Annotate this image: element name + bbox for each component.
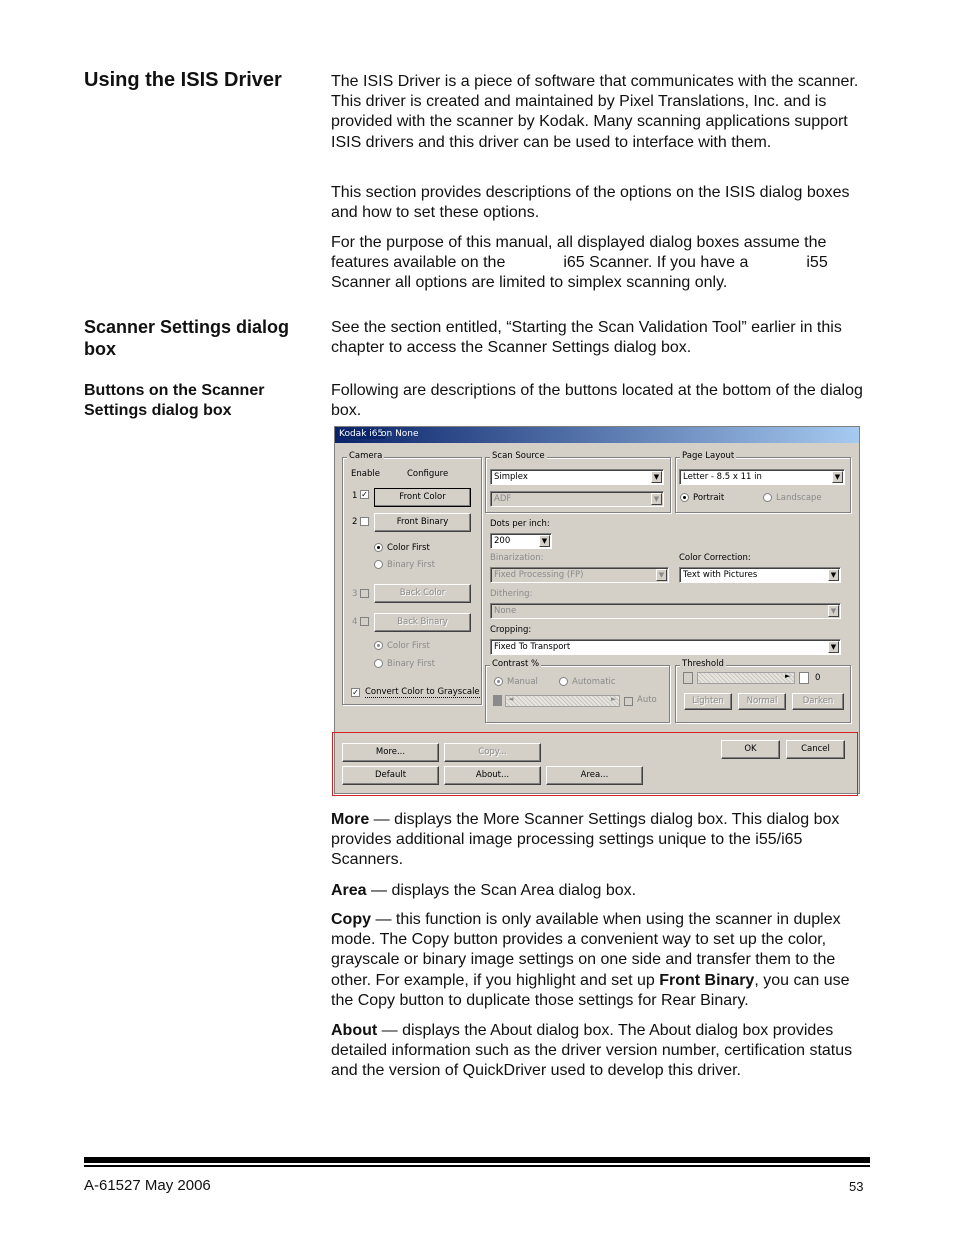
- contrast-manual-label: Manual: [507, 677, 538, 687]
- cropping-label: Cropping:: [490, 625, 532, 635]
- color-first-label: Color First: [387, 543, 430, 553]
- binarization-label: Binarization:: [490, 553, 544, 563]
- paragraph-section-overview: This section provides descriptions of the options on the ISIS dialog boxes and how to set these options.: [331, 184, 850, 222]
- paragraph-manual-purpose: [331, 233, 869, 294]
- page-layout-select[interactable]: [679, 469, 845, 485]
- binary-first-radio[interactable]: [374, 560, 383, 569]
- highlight-box: [332, 732, 858, 796]
- convert-grayscale-label: Convert Color to Grayscale: [365, 687, 480, 697]
- paragraph-scanner-settings: See the section entitled, “Starting the Scan Validation Tool” earlier in this chapter to access the Scanner Settings dialog box.: [331, 319, 842, 357]
- dialog-title-scanner: Kodak i65: [339, 429, 384, 439]
- chevron-down-icon: ▼: [651, 471, 662, 483]
- paragraph-buttons-intro: Following are descriptions of the buttons located at the bottom of the dialog box.: [331, 382, 863, 420]
- text-fragment: For the purpose of this manual, all displayed dialog boxes assume the features available on the: [331, 234, 827, 272]
- cropping-value: Fixed To Transport: [494, 642, 571, 652]
- threshold-slider-thumb[interactable]: [683, 672, 693, 684]
- contrast-manual-radio[interactable]: [494, 677, 503, 686]
- camera-1-checkbox[interactable]: ✓: [361, 490, 368, 499]
- text-fragment: i65 Scanner. If you have a: [563, 254, 749, 272]
- about-button[interactable]: About...: [444, 766, 541, 785]
- text-fragment: i55 Scanner all options are limited to simplex scanning only.: [331, 254, 828, 292]
- contrast-group-label: Contrast %: [492, 659, 540, 669]
- portrait-label: Portrait: [693, 493, 725, 503]
- front-color-button[interactable]: Front Color: [374, 488, 471, 507]
- text-fragment: , you can use the Copy button to duplicate those settings for Rear Binary.: [331, 971, 850, 1009]
- default-button[interactable]: Default: [342, 766, 439, 785]
- term-copy: Copy: [331, 911, 371, 928]
- scan-source-value: Simplex: [494, 472, 528, 482]
- back-color-button[interactable]: Back Color: [374, 584, 471, 603]
- contrast-automatic-label: Automatic: [572, 677, 616, 687]
- page-layout-group-label: Page Layout: [682, 451, 735, 461]
- contrast-auto-label: Auto: [637, 695, 657, 705]
- scan-source-group-label: Scan Source: [492, 451, 545, 461]
- color-first-label-2: Color First: [387, 641, 430, 651]
- page-number: 53: [849, 1179, 864, 1194]
- paragraph-copy: [331, 910, 869, 1011]
- threshold-value: 0: [815, 673, 821, 683]
- more-button[interactable]: More...: [342, 743, 439, 762]
- paragraph-about: [331, 1021, 869, 1082]
- footer-rule: [84, 1157, 870, 1163]
- dithering-value: None: [494, 606, 517, 616]
- heading-scanner-settings: Scanner Settings dialog box: [84, 317, 290, 359]
- footer-rule-thin: [84, 1165, 870, 1167]
- portrait-radio[interactable]: [680, 493, 689, 502]
- binary-first-radio-2[interactable]: [374, 659, 383, 668]
- lighten-button[interactable]: Lighten: [684, 693, 732, 710]
- convert-grayscale-checkbox[interactable]: ✓: [352, 688, 359, 697]
- landscape-label: Landscape: [776, 493, 822, 503]
- camera-3-checkbox[interactable]: [360, 589, 369, 598]
- color-correction-label: Color Correction:: [679, 553, 751, 563]
- chevron-down-icon: ▼: [651, 493, 662, 505]
- page-layout-group: [675, 457, 851, 513]
- ok-button[interactable]: OK: [721, 740, 780, 759]
- scroll-left-icon[interactable]: ◄: [508, 695, 514, 703]
- contrast-group: [485, 665, 670, 723]
- chevron-down-icon: ▼: [828, 605, 839, 617]
- landscape-radio[interactable]: [763, 493, 772, 502]
- configure-label: Configure: [407, 469, 449, 479]
- dithering-select[interactable]: [490, 603, 841, 619]
- binary-first-label-2: Binary First: [387, 659, 435, 669]
- camera-2-number: 2: [352, 517, 358, 527]
- color-first-radio-2[interactable]: [374, 641, 383, 650]
- scan-source-select[interactable]: [490, 469, 664, 485]
- copy-button[interactable]: Copy...: [444, 743, 541, 762]
- paragraph-isis-intro: The ISIS Driver is a piece of software that communicates with the scanner. This driver is created and maintained by Pixel Translations, Inc. and is provided with the scanner by Kodak. Many scanning applications support ISIS drivers and this driver can be used to interface with them.: [331, 73, 859, 151]
- term-area: Area: [331, 882, 367, 899]
- back-binary-button[interactable]: Back Binary: [374, 613, 471, 632]
- paragraph-area: [331, 881, 869, 901]
- text-fragment: — displays the More Scanner Settings dialog box. This dialog box provides additional image processing settings unique to the i55/i65 Scanners.: [331, 811, 840, 869]
- contrast-slider-thumb[interactable]: [493, 695, 502, 706]
- chevron-down-icon: ▼: [828, 569, 839, 581]
- dialog-title-source: on None: [381, 429, 419, 439]
- chevron-down-icon: ▼: [828, 641, 839, 653]
- threshold-spinner[interactable]: [799, 672, 809, 684]
- binary-first-label: Binary First: [387, 560, 435, 570]
- text-fragment: — displays the About dialog box. The About dialog box provides detailed information such as the driver version number, certification status and the version of QuickDriver used to develop this driver.: [331, 1022, 853, 1080]
- heading-buttons: Buttons on the Scanner Settings dialog box: [84, 382, 265, 419]
- page-layout-value: Letter - 8.5 x 11 in: [683, 472, 762, 482]
- camera-3-number: 3: [352, 589, 358, 599]
- heading-using-isis-driver: Using the ISIS Driver: [84, 69, 282, 91]
- binarization-select[interactable]: [490, 567, 669, 583]
- chevron-down-icon: ▼: [656, 569, 667, 581]
- threshold-slider-track[interactable]: [697, 672, 795, 684]
- text-fragment: — this function is only available when using the scanner in duplex mode. The Copy button provides a convenient way to set up the color, grayscale or binary image settings on one side and transfer them to the other. For example, if you highlight and set up: [331, 911, 841, 989]
- camera-1-number: 1: [352, 491, 358, 501]
- normal-button[interactable]: Normal: [738, 693, 786, 710]
- term-front-binary: Front Binary: [659, 971, 755, 989]
- scroll-right-icon[interactable]: ►: [785, 672, 791, 680]
- adf-value: ADF: [494, 494, 512, 504]
- chevron-down-icon: ▼: [539, 535, 550, 547]
- color-correction-select[interactable]: [679, 567, 841, 583]
- contrast-automatic-radio[interactable]: [559, 677, 568, 686]
- paragraph-more: [331, 810, 869, 871]
- area-button[interactable]: Area...: [546, 766, 643, 785]
- footer-doc-id: A-61527 May 2006: [84, 1177, 211, 1194]
- text-fragment: — displays the Scan Area dialog box.: [366, 882, 637, 899]
- contrast-auto-checkbox[interactable]: [624, 697, 633, 706]
- color-first-radio[interactable]: [374, 543, 383, 552]
- cancel-button[interactable]: Cancel: [786, 740, 845, 759]
- term-about: About: [331, 1022, 378, 1039]
- cropping-select[interactable]: [490, 639, 841, 655]
- camera-2-checkbox[interactable]: [360, 517, 369, 526]
- enable-label: Enable: [351, 469, 380, 479]
- dpi-label: Dots per inch:: [490, 519, 550, 529]
- dialog-titlebar: [335, 427, 859, 443]
- camera-4-checkbox[interactable]: [360, 617, 369, 626]
- contrast-slider-track[interactable]: [505, 695, 620, 707]
- scroll-right-icon[interactable]: ►: [611, 695, 617, 703]
- dithering-label: Dithering:: [490, 589, 533, 599]
- color-correction-value: Text with Pictures: [683, 570, 758, 580]
- term-more: More: [331, 811, 370, 828]
- dpi-select[interactable]: [490, 533, 552, 549]
- threshold-group-label: Threshold: [682, 659, 724, 669]
- darken-button[interactable]: Darken: [792, 693, 844, 710]
- dpi-value: 200: [494, 536, 511, 546]
- adf-select[interactable]: [490, 491, 664, 507]
- binarization-value: Fixed Processing (FP): [494, 570, 584, 580]
- camera-4-number: 4: [352, 617, 358, 627]
- chevron-down-icon: ▼: [832, 471, 843, 483]
- camera-group-label: Camera: [349, 451, 383, 461]
- front-binary-button[interactable]: Front Binary: [374, 513, 471, 532]
